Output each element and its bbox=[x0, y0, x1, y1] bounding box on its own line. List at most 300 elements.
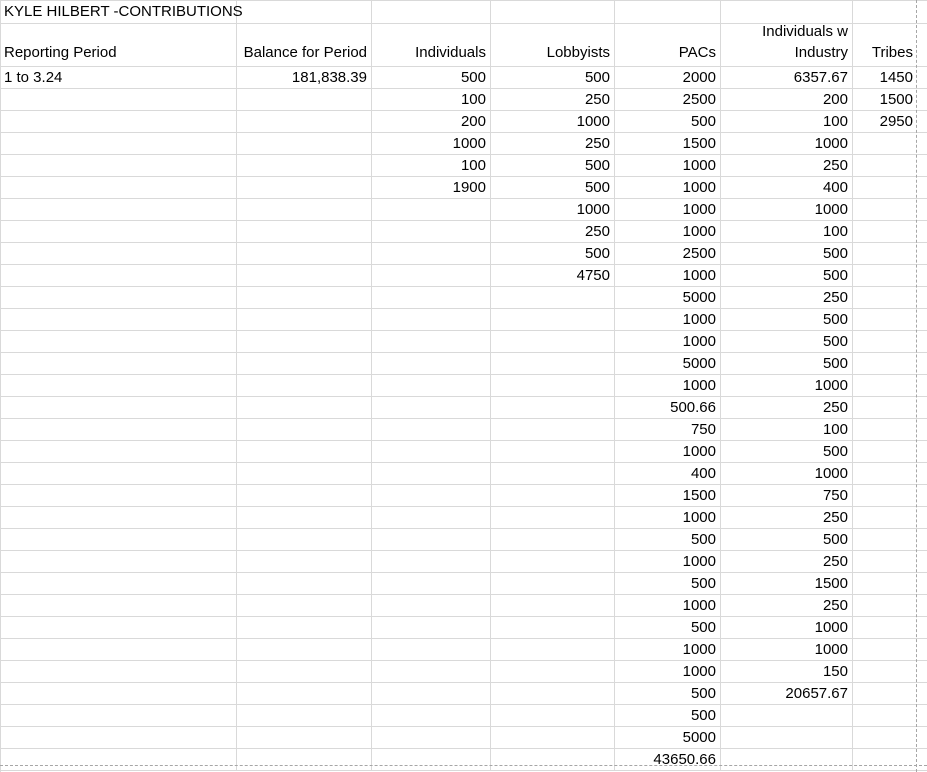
cell[interactable] bbox=[372, 749, 491, 771]
table-row bbox=[0, 639, 927, 661]
cell[interactable] bbox=[372, 595, 491, 617]
cell[interactable] bbox=[917, 353, 927, 375]
table-row bbox=[0, 221, 927, 243]
cell[interactable] bbox=[917, 265, 927, 287]
table-row bbox=[0, 67, 927, 89]
cell[interactable] bbox=[0, 331, 237, 353]
cell[interactable]: 2000 bbox=[615, 67, 721, 89]
cell[interactable] bbox=[491, 0, 615, 24]
cell[interactable]: 500 bbox=[615, 683, 721, 705]
cell[interactable] bbox=[0, 485, 237, 507]
cell[interactable]: 100 bbox=[372, 155, 491, 177]
cell[interactable] bbox=[237, 221, 372, 243]
cell[interactable]: 1450 bbox=[853, 67, 917, 89]
cell[interactable] bbox=[853, 727, 917, 749]
cell[interactable] bbox=[853, 617, 917, 639]
cell[interactable] bbox=[853, 661, 917, 683]
cell[interactable] bbox=[853, 507, 917, 529]
cell[interactable] bbox=[917, 617, 927, 639]
cell[interactable] bbox=[853, 155, 917, 177]
cell[interactable] bbox=[237, 639, 372, 661]
cell[interactable]: 6357.67 bbox=[721, 67, 853, 89]
top-gridline bbox=[0, 0, 927, 1]
cell[interactable]: 500 bbox=[491, 243, 615, 265]
cell[interactable] bbox=[237, 89, 372, 111]
cell[interactable] bbox=[372, 265, 491, 287]
cell[interactable] bbox=[491, 639, 615, 661]
cell[interactable] bbox=[237, 287, 372, 309]
cell[interactable] bbox=[0, 507, 237, 529]
cell[interactable]: 1000 bbox=[615, 375, 721, 397]
cell[interactable] bbox=[0, 265, 237, 287]
cell[interactable] bbox=[853, 0, 917, 24]
cell[interactable] bbox=[372, 727, 491, 749]
cell[interactable] bbox=[853, 243, 917, 265]
cell[interactable] bbox=[237, 705, 372, 727]
cell[interactable] bbox=[0, 221, 237, 243]
cell[interactable] bbox=[721, 727, 853, 749]
page-break-vertical-line bbox=[916, 0, 917, 772]
cell[interactable] bbox=[372, 375, 491, 397]
cell[interactable]: 5000 bbox=[615, 727, 721, 749]
table-row bbox=[0, 683, 927, 705]
cell[interactable] bbox=[917, 243, 927, 265]
cell[interactable] bbox=[917, 155, 927, 177]
cell[interactable] bbox=[853, 683, 917, 705]
cell[interactable]: 1000 bbox=[721, 199, 853, 221]
cell[interactable] bbox=[491, 419, 615, 441]
table-row bbox=[0, 727, 927, 749]
cell[interactable] bbox=[917, 177, 927, 199]
cell[interactable] bbox=[917, 89, 927, 111]
cell[interactable] bbox=[237, 375, 372, 397]
cell[interactable] bbox=[0, 353, 237, 375]
cell[interactable] bbox=[853, 221, 917, 243]
cell[interactable] bbox=[917, 133, 927, 155]
cell[interactable]: 20657.67 bbox=[721, 683, 853, 705]
cell[interactable] bbox=[853, 639, 917, 661]
cell[interactable] bbox=[372, 551, 491, 573]
table-row bbox=[0, 265, 927, 287]
page-break-horizontal-line bbox=[0, 765, 927, 766]
table-row bbox=[0, 155, 927, 177]
cell[interactable]: 1000 bbox=[491, 199, 615, 221]
cell[interactable] bbox=[372, 639, 491, 661]
cell[interactable] bbox=[917, 111, 927, 133]
cell[interactable] bbox=[0, 617, 237, 639]
cell[interactable]: 1500 bbox=[615, 133, 721, 155]
table-row bbox=[0, 441, 927, 463]
cell[interactable] bbox=[237, 0, 372, 24]
cell[interactable]: 100 bbox=[721, 221, 853, 243]
cell[interactable]: 500 bbox=[721, 309, 853, 331]
cell[interactable] bbox=[491, 485, 615, 507]
cell[interactable] bbox=[491, 353, 615, 375]
cell[interactable] bbox=[0, 199, 237, 221]
column-header-balance-for-period[interactable]: Balance for Period bbox=[237, 24, 372, 67]
cell[interactable] bbox=[0, 683, 237, 705]
cell[interactable]: 250 bbox=[491, 89, 615, 111]
cell[interactable] bbox=[491, 463, 615, 485]
cell[interactable] bbox=[491, 287, 615, 309]
cell[interactable] bbox=[491, 705, 615, 727]
cell[interactable] bbox=[372, 529, 491, 551]
cell[interactable] bbox=[917, 287, 927, 309]
cell[interactable] bbox=[853, 375, 917, 397]
cell[interactable] bbox=[917, 0, 927, 24]
table-row bbox=[0, 749, 927, 771]
table-row bbox=[0, 661, 927, 683]
cell[interactable] bbox=[917, 507, 927, 529]
cell[interactable]: 500 bbox=[615, 111, 721, 133]
header-row bbox=[0, 24, 927, 67]
cell[interactable] bbox=[853, 705, 917, 727]
cell[interactable] bbox=[237, 331, 372, 353]
cell[interactable] bbox=[491, 309, 615, 331]
cell[interactable]: 250 bbox=[491, 133, 615, 155]
cell[interactable]: 1000 bbox=[615, 551, 721, 573]
cell[interactable] bbox=[0, 397, 237, 419]
cell[interactable] bbox=[0, 111, 237, 133]
cell[interactable]: 1000 bbox=[615, 441, 721, 463]
cell[interactable]: 1000 bbox=[721, 617, 853, 639]
cell[interactable]: 150 bbox=[721, 661, 853, 683]
cell[interactable]: 200 bbox=[721, 89, 853, 111]
cell[interactable] bbox=[0, 441, 237, 463]
table-row bbox=[0, 133, 927, 155]
cell[interactable]: 500 bbox=[491, 67, 615, 89]
cell[interactable] bbox=[237, 551, 372, 573]
cell[interactable] bbox=[237, 199, 372, 221]
sheet-title-cell[interactable]: KYLE HILBERT -CONTRIBUTIONS bbox=[0, 0, 237, 24]
table-row bbox=[0, 419, 927, 441]
cell[interactable] bbox=[237, 353, 372, 375]
cell[interactable] bbox=[917, 199, 927, 221]
cell[interactable] bbox=[0, 133, 237, 155]
title-row bbox=[0, 0, 927, 24]
cell[interactable]: 1000 bbox=[615, 309, 721, 331]
cell[interactable] bbox=[491, 551, 615, 573]
cell[interactable]: 500 bbox=[491, 177, 615, 199]
cell[interactable] bbox=[372, 243, 491, 265]
cell[interactable] bbox=[491, 617, 615, 639]
cell[interactable] bbox=[237, 529, 372, 551]
cell[interactable] bbox=[853, 595, 917, 617]
cell[interactable] bbox=[615, 0, 721, 24]
cell[interactable] bbox=[0, 705, 237, 727]
cell[interactable] bbox=[917, 727, 927, 749]
table-row bbox=[0, 353, 927, 375]
cell[interactable] bbox=[853, 485, 917, 507]
cell[interactable] bbox=[721, 0, 853, 24]
cell[interactable] bbox=[237, 419, 372, 441]
cell[interactable]: 500 bbox=[721, 265, 853, 287]
cell[interactable]: 400 bbox=[721, 177, 853, 199]
table-row bbox=[0, 551, 927, 573]
cell[interactable] bbox=[0, 287, 237, 309]
cell[interactable]: 1500 bbox=[721, 573, 853, 595]
cell[interactable]: 400 bbox=[615, 463, 721, 485]
cell[interactable] bbox=[491, 595, 615, 617]
cell[interactable]: 500 bbox=[721, 353, 853, 375]
cell[interactable]: 2500 bbox=[615, 243, 721, 265]
cell[interactable]: 100 bbox=[721, 111, 853, 133]
cell[interactable] bbox=[853, 199, 917, 221]
cell[interactable] bbox=[237, 507, 372, 529]
cell[interactable] bbox=[0, 749, 237, 771]
cell[interactable] bbox=[372, 397, 491, 419]
cell[interactable] bbox=[853, 573, 917, 595]
cell[interactable] bbox=[372, 705, 491, 727]
cell[interactable] bbox=[917, 485, 927, 507]
cell[interactable] bbox=[917, 661, 927, 683]
cell[interactable]: 1 to 3.24 bbox=[0, 67, 237, 89]
cell[interactable] bbox=[0, 727, 237, 749]
cell[interactable]: 250 bbox=[721, 595, 853, 617]
cell[interactable] bbox=[0, 573, 237, 595]
cell[interactable] bbox=[491, 683, 615, 705]
cell[interactable] bbox=[372, 617, 491, 639]
cell[interactable] bbox=[491, 727, 615, 749]
cell[interactable] bbox=[491, 441, 615, 463]
cell[interactable] bbox=[853, 133, 917, 155]
cell[interactable]: 250 bbox=[721, 287, 853, 309]
cell[interactable]: 1000 bbox=[721, 463, 853, 485]
cell[interactable]: 1000 bbox=[615, 221, 721, 243]
cell[interactable] bbox=[372, 419, 491, 441]
cell[interactable]: 1900 bbox=[372, 177, 491, 199]
table-row bbox=[0, 199, 927, 221]
cell[interactable] bbox=[237, 243, 372, 265]
cell[interactable] bbox=[491, 573, 615, 595]
cell[interactable] bbox=[917, 639, 927, 661]
cell[interactable]: 1000 bbox=[615, 639, 721, 661]
cell[interactable] bbox=[237, 727, 372, 749]
cell[interactable] bbox=[372, 353, 491, 375]
cell[interactable] bbox=[237, 397, 372, 419]
cell[interactable]: 750 bbox=[721, 485, 853, 507]
cell[interactable] bbox=[853, 177, 917, 199]
cell[interactable] bbox=[237, 441, 372, 463]
cell[interactable] bbox=[372, 683, 491, 705]
cell[interactable] bbox=[853, 551, 917, 573]
cell[interactable] bbox=[853, 265, 917, 287]
cell[interactable] bbox=[491, 397, 615, 419]
cell[interactable]: 500.66 bbox=[615, 397, 721, 419]
cell[interactable]: 750 bbox=[615, 419, 721, 441]
data-rows bbox=[0, 67, 927, 771]
cell[interactable] bbox=[237, 155, 372, 177]
cell[interactable] bbox=[237, 595, 372, 617]
cell[interactable]: 500 bbox=[721, 529, 853, 551]
cell[interactable]: 500 bbox=[491, 155, 615, 177]
cell[interactable] bbox=[372, 199, 491, 221]
cell[interactable]: 500 bbox=[615, 705, 721, 727]
cell[interactable]: 43650.66 bbox=[615, 749, 721, 771]
cell[interactable] bbox=[721, 705, 853, 727]
cell[interactable] bbox=[237, 485, 372, 507]
cell[interactable] bbox=[853, 529, 917, 551]
cell[interactable] bbox=[0, 529, 237, 551]
cell[interactable]: 500 bbox=[372, 67, 491, 89]
cell[interactable] bbox=[0, 595, 237, 617]
cell[interactable]: 1000 bbox=[491, 111, 615, 133]
cell[interactable]: 1000 bbox=[721, 133, 853, 155]
cell[interactable]: 1000 bbox=[721, 639, 853, 661]
cell[interactable] bbox=[237, 749, 372, 771]
cell[interactable] bbox=[853, 309, 917, 331]
cell[interactable]: 4750 bbox=[491, 265, 615, 287]
cell[interactable] bbox=[372, 309, 491, 331]
cell[interactable] bbox=[372, 507, 491, 529]
cell[interactable] bbox=[853, 331, 917, 353]
cell[interactable] bbox=[491, 529, 615, 551]
cell[interactable] bbox=[237, 661, 372, 683]
table-row bbox=[0, 485, 927, 507]
cell[interactable] bbox=[237, 111, 372, 133]
cell[interactable]: 1000 bbox=[615, 661, 721, 683]
table-row bbox=[0, 177, 927, 199]
cell[interactable]: 500 bbox=[615, 529, 721, 551]
column-header-individuals-w-industry[interactable]: Individuals w Industry bbox=[721, 24, 853, 67]
cell[interactable] bbox=[372, 0, 491, 24]
cell[interactable] bbox=[237, 683, 372, 705]
cell[interactable]: 1000 bbox=[615, 265, 721, 287]
column-header-individuals[interactable]: Individuals bbox=[372, 24, 491, 67]
cell[interactable] bbox=[491, 507, 615, 529]
cell[interactable]: 1000 bbox=[615, 507, 721, 529]
cell[interactable] bbox=[917, 419, 927, 441]
cell[interactable]: 181,838.39 bbox=[237, 67, 372, 89]
cell[interactable] bbox=[372, 573, 491, 595]
cell[interactable] bbox=[491, 749, 615, 771]
cell[interactable]: 1000 bbox=[615, 177, 721, 199]
cell[interactable] bbox=[853, 441, 917, 463]
column-header-reporting-period[interactable]: Reporting Period bbox=[0, 24, 237, 67]
cell[interactable] bbox=[237, 309, 372, 331]
cell[interactable] bbox=[917, 331, 927, 353]
cell[interactable] bbox=[917, 375, 927, 397]
cell[interactable]: 500 bbox=[721, 243, 853, 265]
cell[interactable] bbox=[0, 375, 237, 397]
cell[interactable]: 1000 bbox=[615, 331, 721, 353]
cell[interactable]: 1000 bbox=[615, 595, 721, 617]
table-row bbox=[0, 111, 927, 133]
table-row bbox=[0, 89, 927, 111]
cell[interactable] bbox=[853, 397, 917, 419]
cell[interactable]: 1000 bbox=[615, 155, 721, 177]
cell[interactable] bbox=[0, 419, 237, 441]
cell[interactable] bbox=[491, 375, 615, 397]
cell[interactable] bbox=[372, 441, 491, 463]
cell[interactable] bbox=[917, 749, 927, 771]
cell[interactable] bbox=[372, 331, 491, 353]
cell[interactable] bbox=[0, 639, 237, 661]
cell[interactable]: 1000 bbox=[615, 199, 721, 221]
column-header-lobbyists[interactable]: Lobbyists bbox=[491, 24, 615, 67]
cell[interactable]: 1000 bbox=[372, 133, 491, 155]
cell[interactable] bbox=[917, 573, 927, 595]
cell[interactable] bbox=[0, 243, 237, 265]
table-row bbox=[0, 375, 927, 397]
cell[interactable] bbox=[853, 419, 917, 441]
cell[interactable] bbox=[237, 463, 372, 485]
cell[interactable] bbox=[917, 683, 927, 705]
cell[interactable] bbox=[0, 661, 237, 683]
cell[interactable]: 100 bbox=[721, 419, 853, 441]
cell[interactable]: 250 bbox=[721, 551, 853, 573]
cell[interactable] bbox=[917, 24, 927, 67]
cell[interactable]: 5000 bbox=[615, 353, 721, 375]
cell[interactable]: 2950 bbox=[853, 111, 917, 133]
cell[interactable] bbox=[853, 749, 917, 771]
cell[interactable] bbox=[491, 661, 615, 683]
cell[interactable]: 500 bbox=[721, 331, 853, 353]
cell[interactable] bbox=[372, 661, 491, 683]
cell[interactable]: 500 bbox=[615, 573, 721, 595]
cell[interactable] bbox=[0, 155, 237, 177]
column-header-tribes[interactable]: Tribes bbox=[853, 24, 917, 67]
cell[interactable] bbox=[917, 397, 927, 419]
cell[interactable]: 250 bbox=[721, 507, 853, 529]
cell[interactable] bbox=[0, 89, 237, 111]
column-header-pacs[interactable]: PACs bbox=[615, 24, 721, 67]
cell[interactable]: 200 bbox=[372, 111, 491, 133]
cell[interactable]: 1000 bbox=[721, 375, 853, 397]
cell[interactable] bbox=[917, 705, 927, 727]
cell[interactable]: 1500 bbox=[853, 89, 917, 111]
cell[interactable] bbox=[917, 441, 927, 463]
cell[interactable] bbox=[917, 463, 927, 485]
cell[interactable] bbox=[372, 463, 491, 485]
cell[interactable] bbox=[237, 133, 372, 155]
cell[interactable] bbox=[917, 67, 927, 89]
cell[interactable]: 250 bbox=[721, 155, 853, 177]
cell[interactable] bbox=[237, 617, 372, 639]
cell[interactable] bbox=[853, 287, 917, 309]
cell[interactable] bbox=[0, 177, 237, 199]
cell[interactable] bbox=[0, 463, 237, 485]
cell[interactable] bbox=[372, 485, 491, 507]
cell[interactable] bbox=[917, 529, 927, 551]
cell[interactable] bbox=[721, 749, 853, 771]
cell[interactable]: 500 bbox=[615, 617, 721, 639]
cell[interactable] bbox=[0, 551, 237, 573]
cell[interactable]: 1500 bbox=[615, 485, 721, 507]
table-row bbox=[0, 595, 927, 617]
cell[interactable] bbox=[372, 221, 491, 243]
cell[interactable]: 250 bbox=[721, 397, 853, 419]
cell[interactable]: 500 bbox=[721, 441, 853, 463]
cell[interactable] bbox=[372, 287, 491, 309]
cell[interactable] bbox=[917, 551, 927, 573]
left-gridline bbox=[0, 0, 1, 772]
cell[interactable] bbox=[237, 177, 372, 199]
cell[interactable] bbox=[853, 353, 917, 375]
cell[interactable] bbox=[853, 463, 917, 485]
cell[interactable] bbox=[491, 331, 615, 353]
cell[interactable] bbox=[917, 595, 927, 617]
cell[interactable] bbox=[237, 573, 372, 595]
cell[interactable]: 2500 bbox=[615, 89, 721, 111]
cell[interactable] bbox=[917, 221, 927, 243]
cell[interactable] bbox=[0, 309, 237, 331]
cell[interactable] bbox=[237, 265, 372, 287]
cell[interactable]: 5000 bbox=[615, 287, 721, 309]
cell[interactable]: 250 bbox=[491, 221, 615, 243]
cell[interactable] bbox=[917, 309, 927, 331]
cell[interactable]: 100 bbox=[372, 89, 491, 111]
